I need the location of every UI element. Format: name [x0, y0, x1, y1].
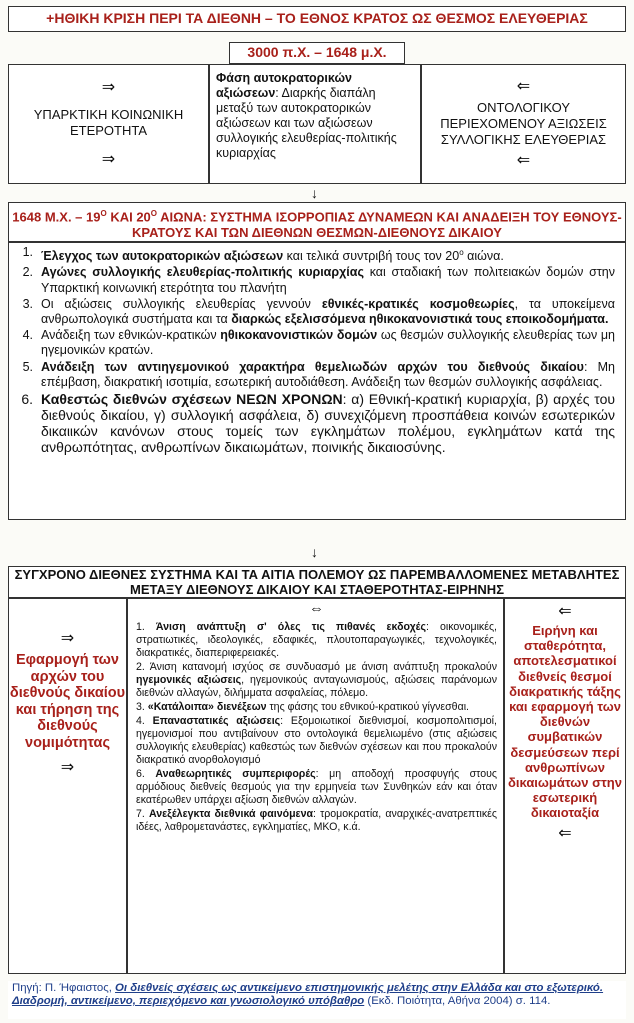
era2-head-c: ΑΙΩΝΑ: ΣΥΣΤΗΜΑ ΙΣΟΡΡΟΠΙΑΣ ΔΥΝΑΜΕΩΝ ΚΑΙ ΑΝΑΔΕΙΞΗ ΤΟΥ ΕΘΝΟΥΣ-ΚΡΑΤΟΥΣ ΚΑΙ ΤΩΝ ΔΙΕΘΝΩΝ ΘΕΣΜΩΝ-ΔΙΕΘΝΟΥΣ ΔΙΚΑΙΟΥ	[132, 209, 622, 241]
list-item	[17, 245, 615, 264]
item-sup: ο	[459, 248, 464, 257]
era2-heading	[8, 202, 626, 242]
left-double-arrow-icon: ⇐	[516, 152, 531, 169]
era3-right-text: Ειρήνη και σταθερότητα, αποτελεσματικοί διεθνείς θεσμοί διακρατικής τάξης και εφαρμογή των διεθνών συμβατικών δεσμεύσεων περί ανθρωπίνων δικαιωμάτων στην εσωτερική δικαιοταξία	[508, 623, 622, 821]
list-item	[17, 265, 615, 295]
item-text: και σταδιακή των πολιτειακών δομών στην Υπαρκτική κοινωνική ετερότητα του πλανήτη	[41, 265, 615, 295]
item-bold: Επαναστατικές αξιώσεις	[152, 715, 281, 727]
list-item	[17, 328, 615, 358]
era2-head-b: ΚΑΙ 20	[106, 209, 151, 225]
item-text: , ηγεμονικούς ανταγωνισμούς, αξιώσεις παράνομων διεθνών αλλαγών, διλήμματα ασφαλείας, πόλεμο.	[136, 674, 497, 699]
source-citation	[8, 981, 626, 1019]
item-bold: Ανεξέλεγκτα διεθνικά φαινόμενα	[149, 808, 313, 820]
list-item	[136, 768, 497, 807]
era2-list	[8, 242, 626, 520]
item-text: Άνιση κατανομή ισχύος σε συνδυασμό με άνιση ανάπτυξη προκαλούν	[149, 661, 497, 673]
era2-head-sup1: Ο	[100, 209, 107, 218]
item-number: 5.	[22, 359, 33, 374]
source-title: Οι διεθνείς σχέσεις ως αντικείμενο επιστημονικής μελέτης στην Ελλάδα και στο εξωτερικό. Διαδρομή, αντικείμενο, περιεχόμενο και γνωσιολογικό υπόβαθρο	[12, 982, 604, 1007]
list-item	[136, 661, 497, 700]
item-bold: ηγεμονικές αξιώσεις	[136, 674, 242, 686]
item-text: : οικονομικές, στρατιωτικές, ιδεολογικές, εδαφικές, πλουτοπαραγωγικές, τεχνολογικές, διακρατικές, διαπεριφερειακές.	[136, 621, 497, 659]
left-double-arrow-icon: ⇐	[558, 603, 572, 620]
item-text: αιώνα.	[463, 249, 504, 264]
item-bold: εθνικές-κρατικές κοσμοθεωρίες	[321, 296, 515, 311]
item-bold: Καθεστώς διεθνών σχέσεων ΝΕΩΝ ΧΡΟΝΩΝ	[41, 390, 343, 407]
item-bold: Άνιση ανάπτυξη σ' όλες τις πιθανές εκδοχές	[155, 621, 426, 633]
era2-head-sup2: Ο	[150, 209, 158, 218]
item-text: : Μη επέμβαση, διακρατική ισοτιμία, εσωτερική αυτοδιάθεση. Ανάδειξη των θεσμών συλλογικής ασφάλειας.	[41, 359, 616, 389]
item-text: : Εξομοιωτικοί διεθνισμοί, κοσμοπολιτισμοί, ηγεμονισμοί που αντιβαίνουν στο οντολογικά θεμελιωμένο (στις αξιώσεις συλλογικής ελευθερίας) καθεστώς των διεθνών σχέσεων και που προκαλούν διακρατικό ανορθολογισμό	[136, 715, 497, 766]
down-arrow-icon: ↓	[311, 544, 318, 560]
item-text: ως θεσμών συλλογικής ελευθερίας των μη ηγεμονικών κρατών.	[41, 328, 615, 358]
source-suffix: (Εκδ. Ποιότητα, Αθήνα 2004) σ. 114.	[364, 995, 551, 1007]
down-arrow-icon: ↓	[311, 185, 318, 201]
era3-left-text: Εφαρμογή των αρχών του διεθνούς δικαίου και τήρηση της διεθνούς νομιμότητας	[9, 652, 126, 751]
item-text: Ανάδειξη των εθνικών-κρατικών	[41, 328, 221, 343]
item-bold: Αναθεωρητικές συμπεριφορές	[155, 768, 316, 780]
item-text: και τελικά συντριβή τους τον 20	[283, 249, 460, 264]
item-bold: Έλεγχος των αυτοκρατορικών αξιώσεων	[41, 249, 284, 264]
list-item	[136, 715, 497, 767]
item-bold: διαρκώς εξελισσόμενα ηθικοκανονιστικά τους εποικοδομήματα.	[231, 311, 609, 326]
double-arrow-icon: ⇔	[309, 600, 324, 617]
list-item	[136, 621, 497, 660]
item-number: 3.	[136, 701, 145, 713]
era1-left-panel	[8, 64, 209, 184]
era3-right-panel	[504, 598, 626, 974]
item-text: : μη αποδοχή προσφυγής στους αρμόδιους διεθνείς θεσμούς για την ερμηνεία των Συνθηκών εάν και όταν εκατέρωθεν υπάρχει αξίωση διεθνών αλλαγών.	[136, 768, 497, 806]
era3-heading-text: ΣΥΓΧΡΟΝΟ ΔΙΕΘΝΕΣ ΣΥΣΤΗΜΑ ΚΑΙ ΤΑ ΑΙΤΙΑ ΠΟΛΕΜΟΥ ΩΣ ΠΑΡΕΜΒΑΛΛΟΜΕΝΕΣ ΜΕΤΑΒΛΗΤΕΣ ΜΕΤΑΞΥ ΔΙΕΘΝΟΥΣ ΔΙΚΑΙΟΥ ΚΑΙ ΣΤΑΘΕΡΟΤΗΤΑΣ-ΕΙΡΗΝΗΣ	[14, 567, 620, 597]
era1-right-text: ΟΝΤΟΛΟΓΙΚΟΥ ΠΕΡΙΕΧΟΜΕΝΟΥ ΑΞΙΩΣΕΙΣ ΣΥΛΛΟΓΙΚΗΣ ΕΛΕΥΘΕΡΙΑΣ	[440, 100, 607, 147]
era1-middle-text: : Διαρκής διαπάλη μεταξύ των αυτοκρατορικών αξιώσεων και των αξιώσεων συλλογικής ελευθερίας-πολιτικής κυριαρχίας	[216, 86, 397, 160]
page-title	[8, 6, 626, 32]
era2-head-a: 1648 Μ.Χ. – 19	[12, 209, 101, 225]
item-number: 1.	[136, 621, 145, 633]
page-title-text: +ΗΘΙΚΗ ΚΡΙΣΗ ΠΕΡΙ ΤΑ ΔΙΕΘΝΗ – ΤΟ ΕΘΝΟΣ ΚΡΑΤΟΣ ΩΣ ΘΕΣΜΟΣ ΕΛΕΥΘΕΡΙΑΣ	[46, 10, 588, 26]
right-double-arrow-icon: ⇒	[60, 759, 75, 776]
item-number: 4.	[136, 715, 145, 727]
right-double-arrow-icon: ⇒	[101, 79, 116, 96]
item-text: : α) Εθνική-κρατική κυριαρχία, β) αρχές του διεθνούς δικαίου, γ) συλλογική ασφάλεια, δ) συνεχιζόμενη προσπάθεια κοινών εσωτερικών δικαιικών κανόνων στους τομείς των εγκλημάτων πολέμου, εγκλημάτων κατά της ανθρωπότητας, ανθρωπίνων δικαιωμάτων, ποινικής δικαιοσύνης.	[41, 390, 616, 455]
item-number: 2.	[136, 661, 145, 673]
left-double-arrow-icon: ⇐	[558, 824, 572, 842]
source-prefix: Πηγή: Π. Ήφαιστος,	[12, 982, 116, 994]
item-bold: Αγώνες συλλογικής ελευθερίας-πολιτικής κυριαρχίας	[41, 265, 364, 280]
era1-left-text: ΥΠΑΡΚΤΙΚΗ ΚΟΙΝΩΝΙΚΗ ΕΤΕΡΟΤΗΤΑ	[33, 107, 184, 138]
right-double-arrow-icon: ⇒	[101, 151, 116, 168]
era1-middle-bold: Φάση αυτοκρατορικών αξιώσεων	[216, 71, 352, 100]
item-number: 3.	[22, 296, 33, 311]
list-item	[136, 701, 497, 714]
era1-label	[229, 42, 405, 64]
left-double-arrow-icon: ⇐	[516, 78, 531, 95]
item-number: 4.	[22, 328, 33, 343]
item-number: 6.	[21, 390, 33, 407]
right-double-arrow-icon: ⇒	[60, 630, 75, 647]
list-item	[17, 391, 615, 455]
item-number: 7.	[136, 808, 145, 820]
era1-right-panel	[421, 64, 626, 184]
era3-middle-panel	[127, 598, 504, 974]
item-bold: ηθικοκανονιστικών δομών	[220, 328, 378, 343]
list-item	[17, 360, 615, 390]
item-text: Οι αξιώσεις συλλογικής ελευθερίας γεννούν	[41, 296, 322, 311]
era1-label-text: 3000 π.Χ. – 1648 μ.Χ.	[247, 44, 387, 60]
item-bold: Ανάδειξη των αντιηγεμονικού χαρακτήρα θεμελιωδών αρχών του διεθνούς δικαίου	[41, 359, 584, 374]
era3-heading	[8, 566, 626, 598]
item-text: : τρομοκρατία, αναρχικές-ανατρεπτικές ιδέες, λαθρομετανάστες, εγκληματίες, ΜΚΟ, κ.ά.	[136, 808, 497, 833]
item-bold: «Κατάλοιπα» διενέξεων	[147, 701, 267, 713]
list-item	[136, 808, 497, 834]
era1-middle-panel	[209, 64, 421, 184]
item-number: 2.	[22, 265, 33, 280]
item-number: 1.	[22, 245, 33, 259]
era3-left-panel	[8, 598, 127, 974]
item-number: 6.	[136, 768, 145, 780]
list-item	[17, 297, 615, 327]
item-text: της φάσης του εθνικού-κρατικού γίγνεσθαι.	[266, 701, 469, 713]
item-text: , τα υποκείμενα ανθρωπολογικά συστήματα και τα	[41, 296, 615, 326]
